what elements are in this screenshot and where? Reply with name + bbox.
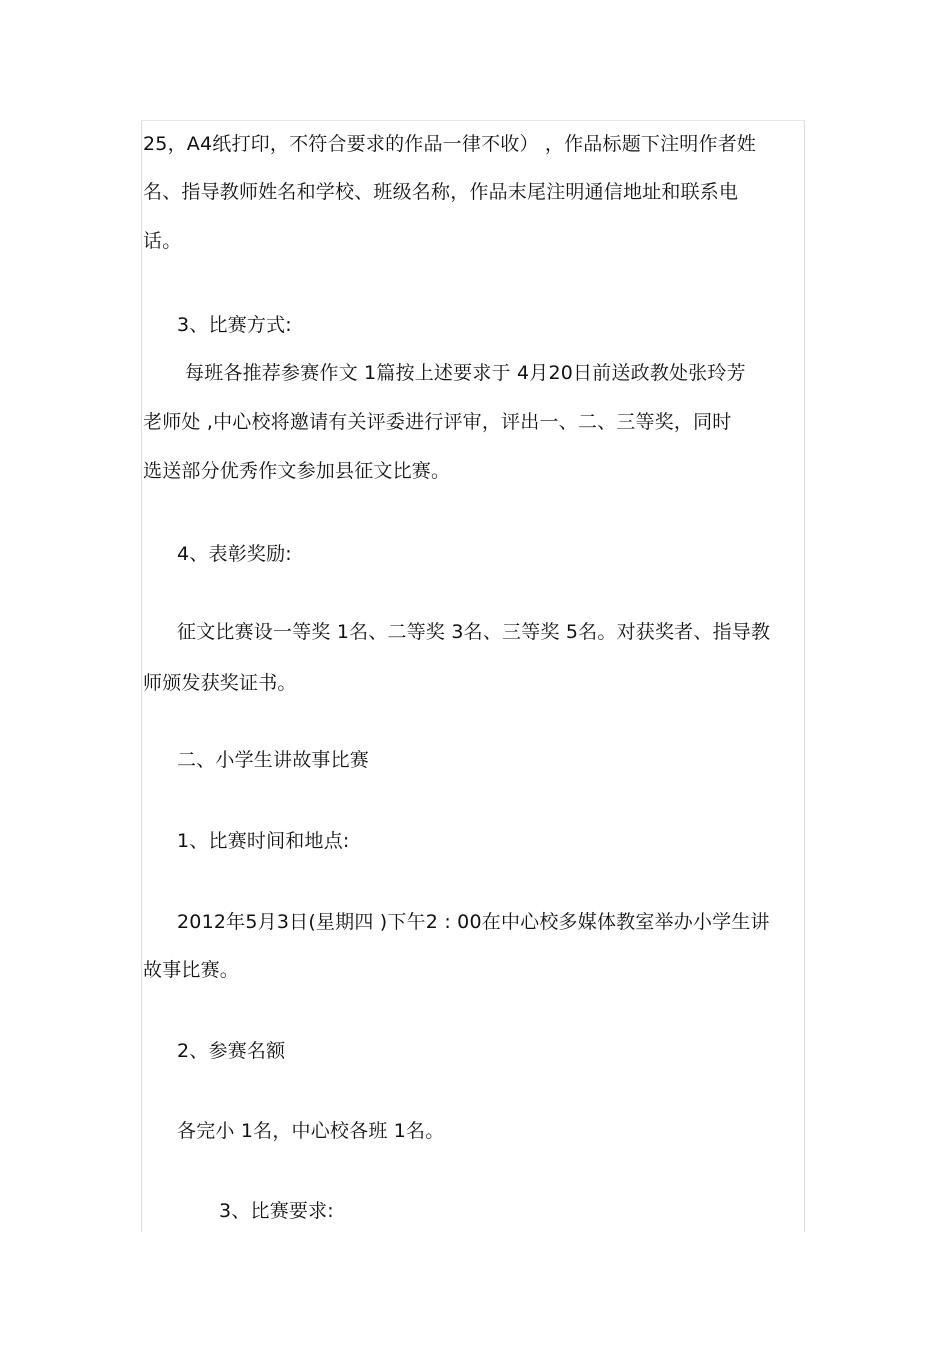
paragraph-line: 故事比赛。 <box>143 959 240 981</box>
paragraph-line: 话。 <box>143 230 182 252</box>
section-heading: 3、比赛要求: <box>219 1200 334 1222</box>
paragraph-line: 征文比赛设一等奖 1名、二等奖 3名、三等奖 5名。对获奖者、指导教 <box>177 621 771 643</box>
paragraph-line: 选送部分优秀作文参加县征文比赛。 <box>143 460 451 482</box>
section-heading: 4、表彰奖励: <box>177 543 292 565</box>
paragraph-line: 每班各推荐参赛作文 1篇按上述要求于 4月20日前送政教处张玲芳 <box>185 362 746 384</box>
paragraph-line: 25，A4纸打印，不符合要求的作品一律不收） ，作品标题下注明作者姓 <box>143 133 757 155</box>
paragraph-line: 师颁发获奖证书。 <box>143 672 297 694</box>
paragraph-line: 老师处 ,中心校将邀请有关评委进行评审，评出一、二、三等奖，同时 <box>143 411 732 433</box>
paragraph-line: 2012年5月3日(星期四 )下午2 : 00在中心校多媒体教室举办小学生讲 <box>177 911 770 933</box>
section-heading: 1、比赛时间和地点: <box>177 830 350 852</box>
section-heading: 3、比赛方式: <box>177 314 292 336</box>
section-heading: 2、参赛名额 <box>177 1040 286 1062</box>
paragraph-line: 各完小 1名，中心校各班 1名。 <box>177 1120 445 1142</box>
paragraph-line: 名、指导教师姓名和学校、班级名称，作品末尾注明通信地址和联系电 <box>143 181 739 203</box>
section-heading: 二、小学生讲故事比赛 <box>177 749 370 771</box>
